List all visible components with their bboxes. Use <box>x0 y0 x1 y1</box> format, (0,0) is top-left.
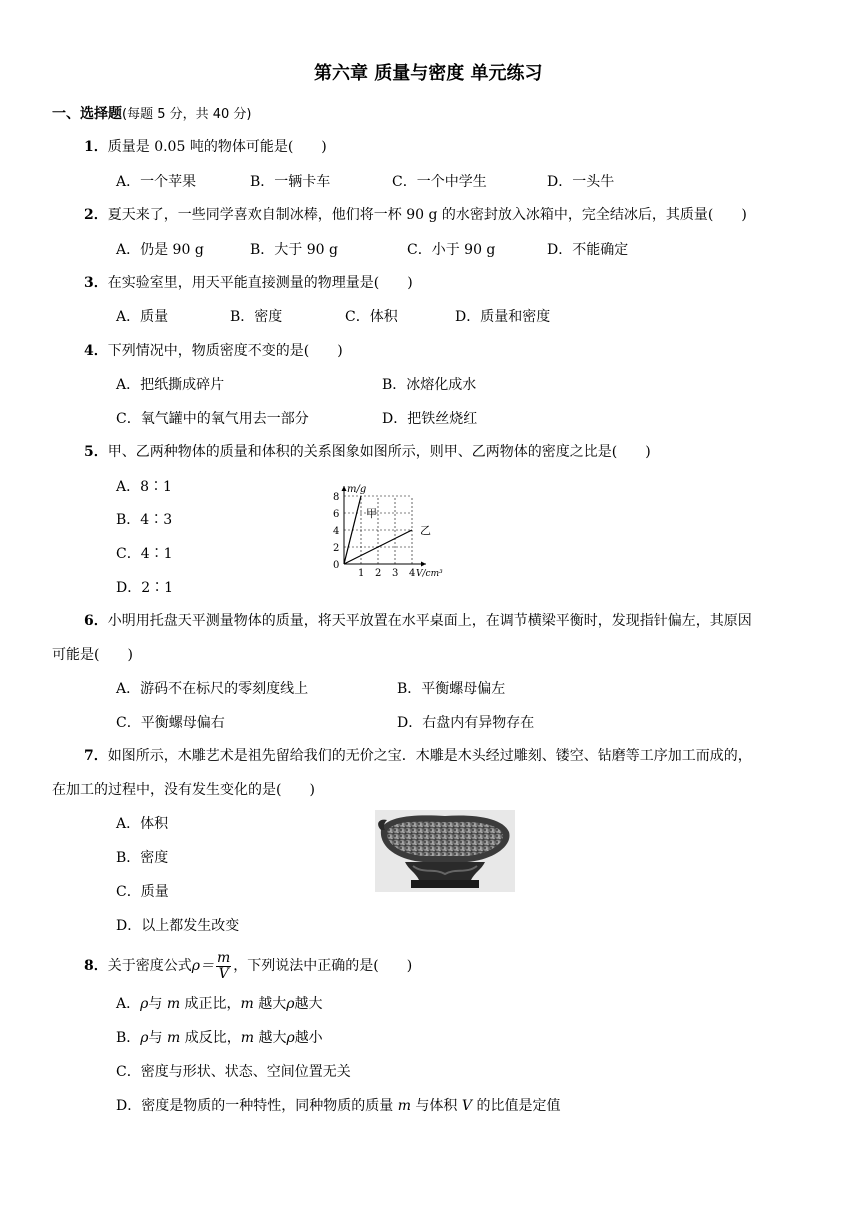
q6-option-a: A．游码不在标尺的零刻度线上 <box>116 681 309 697</box>
question-text: 夏天来了，一些同学喜欢自制冰棒，他们将一杯 90 g 的水密封放入冰箱中，完全结冰后，其质量( ) <box>107 207 747 223</box>
question-number: 8． <box>84 958 108 974</box>
density-formula-fraction <box>216 951 231 982</box>
y-tick-label: 2 <box>333 543 340 554</box>
x-tick-label: 4 <box>409 568 416 579</box>
x-tick-label: 1 <box>358 568 365 579</box>
section-label: 一、选择题 <box>52 106 122 122</box>
q8-option-a: A．ρ与 m 成正比，m 越大ρ越大 <box>116 996 323 1012</box>
q5-option-d: D．2∶1 <box>116 580 174 596</box>
q1-option-b: B．一辆卡车 <box>250 174 331 190</box>
graph-grid <box>344 496 412 564</box>
wood-carving-image <box>375 810 515 892</box>
q5-option-c: C．4∶1 <box>116 546 173 562</box>
q3-option-b: B．密度 <box>230 309 283 325</box>
graph-axes <box>342 486 427 567</box>
y-tick-label: 4 <box>333 526 340 537</box>
question-number: 4． <box>84 343 108 359</box>
question-8 <box>84 950 412 982</box>
q3-option-c: C．体积 <box>345 309 398 325</box>
question-7 <box>84 746 752 766</box>
q5-option-b: B．4∶3 <box>116 512 173 528</box>
question-number: 3． <box>84 275 108 291</box>
question-text: 小明用托盘天平测量物体的质量，将天平放置在水平桌面上，在调节横梁平衡时，发现指针偏左，其原因 <box>107 613 752 629</box>
section-header <box>52 104 252 125</box>
page-title: 第六章 质量与密度 单元练习 <box>314 63 543 84</box>
x-axis-arrow <box>421 562 426 567</box>
y-tick-label: 8 <box>333 492 340 503</box>
x-tick-label: 2 <box>375 568 382 579</box>
x-tick-label: 3 <box>392 568 399 579</box>
q7-option-d: D．以上都发生改变 <box>116 918 240 934</box>
y-axis-label: m/g <box>347 484 367 495</box>
q8-option-d: D．密度是物质的一种特性，同种物质的质量 m 与体积 V 的比值是定值 <box>116 1098 561 1114</box>
q3-option-d: D．质量和密度 <box>455 309 551 325</box>
question-number: 5． <box>84 444 108 460</box>
q2-option-d: D．不能确定 <box>547 242 629 258</box>
mass-volume-graph <box>328 484 458 584</box>
y-axis-arrow <box>342 486 347 491</box>
q6-option-b: B．平衡螺母偏左 <box>397 681 506 697</box>
question-7-cont: 在加工的过程中，没有发生变化的是( ) <box>52 782 315 798</box>
q6-option-d: D．右盘内有异物存在 <box>397 715 535 731</box>
q8-option-c: C．密度与形状、状态、空间位置无关 <box>116 1064 351 1080</box>
q5-option-a: A．8∶1 <box>116 479 172 495</box>
question-1 <box>84 137 327 157</box>
question-4 <box>84 341 343 361</box>
question-5 <box>84 442 651 462</box>
y-tick-label: 6 <box>333 509 340 520</box>
x-axis-label: V/cm³ <box>416 569 443 579</box>
question-number: 1． <box>84 139 108 155</box>
graph-labels <box>333 484 443 579</box>
question-number: 6． <box>84 613 108 629</box>
q4-option-b: B．冰熔化成水 <box>382 377 477 393</box>
q1-option-c: C．一个中学生 <box>392 174 487 190</box>
q4-option-d: D．把铁丝烧红 <box>382 411 478 427</box>
q7-option-b: B．密度 <box>116 850 169 866</box>
series-line-jia <box>344 496 361 564</box>
q1-option-a: A．一个苹果 <box>116 174 197 190</box>
q7-option-a: A．体积 <box>116 816 169 832</box>
question-text: 质量是 0.05 吨的物体可能是( ) <box>107 139 327 155</box>
q8-option-b: B．ρ与 m 成反比，m 越大ρ越小 <box>116 1030 323 1046</box>
q6-option-c: C．平衡螺母偏右 <box>116 715 225 731</box>
series-label-yi: 乙 <box>420 524 431 537</box>
q7-option-c: C．质量 <box>116 884 169 900</box>
q1-option-d: D．一头牛 <box>547 174 615 190</box>
q2-option-b: B．大于 90 g <box>250 242 338 258</box>
q2-option-c: C．小于 90 g <box>407 242 496 258</box>
question-text-end: ，下列说法中正确的是( ) <box>233 958 413 974</box>
question-number: 2． <box>84 207 108 223</box>
question-6-cont: 可能是( ) <box>52 647 133 663</box>
question-text: 在实验室里，用天平能直接测量的物理量是( ) <box>107 275 413 291</box>
q2-option-a: A．仍是 90 g <box>116 242 204 258</box>
question-number: 7． <box>84 748 108 764</box>
formula-numerator: m <box>216 949 231 966</box>
formula-denominator: V <box>218 965 229 982</box>
q4-option-a: A．把纸撕成碎片 <box>116 377 225 393</box>
q3-option-a: A．质量 <box>116 309 169 325</box>
formula-lhs: ρ＝ <box>191 958 214 974</box>
y-tick-label: 0 <box>333 560 340 571</box>
question-text: 关于密度公式 <box>107 958 192 974</box>
question-6 <box>84 611 752 631</box>
question-text: 甲、乙两种物体的质量和体积的关系图象如图所示，则甲、乙两物体的密度之比是( ) <box>107 444 651 460</box>
question-3 <box>84 273 413 293</box>
q4-option-c: C．氧气罐中的氧气用去一部分 <box>116 411 309 427</box>
question-2 <box>84 205 747 225</box>
question-text: 如图所示，木雕艺术是祖先留给我们的无价之宝．木雕是木头经过雕刻、镂空、钻磨等工序加工而成的， <box>107 748 752 764</box>
question-text: 下列情况中，物质密度不变的是( ) <box>107 343 343 359</box>
series-label-jia: 甲 <box>366 507 377 520</box>
section-note: (每题 5 分，共 40 分) <box>122 107 252 122</box>
